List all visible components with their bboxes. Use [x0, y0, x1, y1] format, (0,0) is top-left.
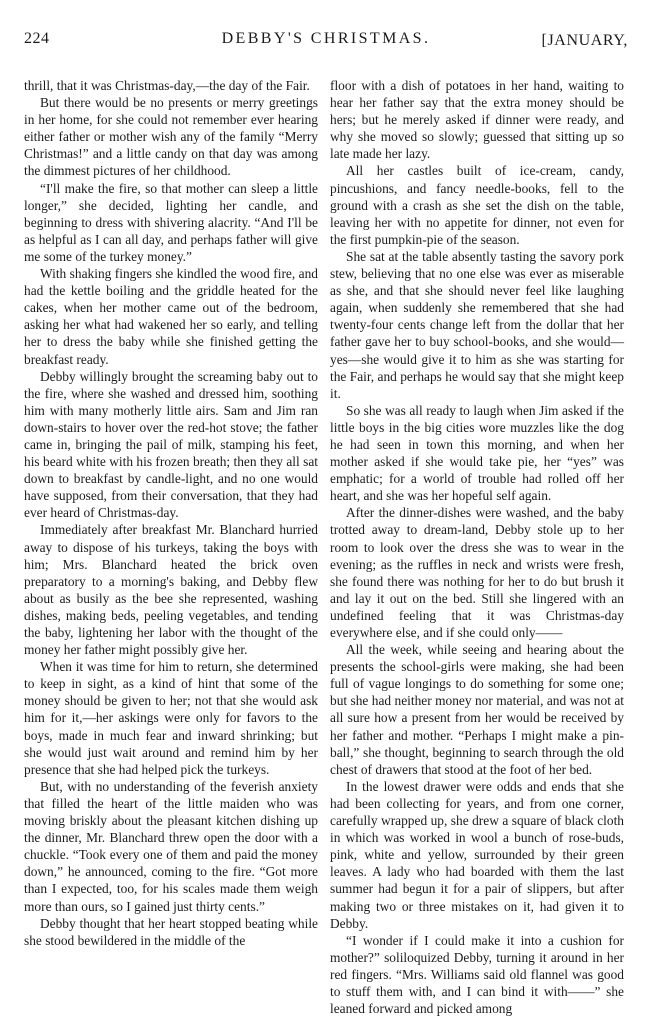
left-column [24, 77, 318, 949]
running-header [24, 30, 628, 52]
paragraph: thrill, that it was Christmas-day,—the day of the Fair. [24, 78, 310, 93]
paragraph: After the dinner-dishes were washed, and the baby trotted away to dream-land, Debby stole up to her room to look over the dress she was to wear in the evening; as the ruffles in neck and wrists were fresh, she found there was nothing for her to do but brush it and lay it out on the bed. Still she lingered with an undefined feeling that it was Christmas-day everywhere else, and if she could only—— [330, 505, 624, 640]
paragraph: But, with no understanding of the feverish anxiety that filled the heart of the little maiden who was moving briskly about the pleasant kitchen dishing up the dinner, Mr. Blanchard threw open the door with a chuckle. “Took every one of them and paid the money down,” he announced, coming to the fire. “Got more than I expected, too, for his scales made them weigh more than ours, so I gained just thirty cents.” [24, 778, 318, 914]
paragraph: Debby willingly brought the screaming baby out to the fire, where she washed and dressed him, soothing him with many motherly little airs. Sam and Jim ran down-stairs to hover over the red-hot stove; the father came in, bringing the pail of milk, stamping his feet, his beard white with his frozen breath; then they all sat down to breakfast by candle-light, and no one would have supposed, from their conversation, that they had ever heard of Christmas-day. [24, 368, 318, 521]
paragraph: All her castles built of ice-cream, candy, pincushions, and fancy needle-books, fell to the ground with a crash as she set the dish on the table, leaving her with no appetite for dinner, not even for the first pumpkin-pie of the season. [330, 163, 624, 247]
right-column [330, 77, 624, 1017]
paragraph: But there would be no presents or merry greetings in her home, for she could not remember ever hearing either father or mother wish any of the family “Merry Christmas!” and a little candy on that day was among the dimmest pictures of her childhood. [24, 95, 318, 179]
paragraph: In the lowest drawer were odds and ends that she had been collecting for years, and from one corner, carefully wrapped up, she drew a square of black cloth in which was worked in wool a bunch of rose-buds, pink, white and yellow, surrounded by their green leaves. A lady who had boarded with them the last summer had begun it for a pair of slippers, but after making two or three mistakes on it, had given it to Debby. [330, 778, 624, 931]
paragraph: So she was all ready to laugh when Jim asked if the little boys in the big cities wore muzzles like the dog he had seen in town this morning, and when her mother asked if she would take pie, her “yes” was emphatic; for a world of trouble had rolled off her heart, and she was her hopeful self again. [330, 402, 624, 504]
running-month: [JANUARY, [541, 32, 628, 49]
paragraph: “I'll make the fire, so that mother can sleep a little longer,” she decided, lighting her candle, and beginning to dress with shivering alacrity. “And I'll be as helpful as I can all day, and perhaps father will give me some of the turkey money.” [24, 180, 318, 264]
paragraph: Debby thought that her heart stopped beating while she stood bewildered in the middle of the [24, 915, 318, 948]
paragraph: She sat at the table absently tasting the savory pork stew, believing that no one else was ever as miserable as she, and that she should never feel like laughing again, when suddenly she remembered that she had twenty-four cents change left from the dollar that her father gave her to buy school-books, and she would—yes—she would give it to him as she was starting for the Fair, and perhaps he would say that she might keep it. [330, 248, 624, 401]
paragraph: When it was time for him to return, she determined to keep in sight, as a kind of hint that some of the money should be given to her; not that she would ask him for it,—her askings were only for favors to the boys, made in much fear and inward shrinking; but she would just wait around and remind him by her presence that she had helped pick the turkeys. [24, 659, 318, 777]
running-title: DEBBY'S CHRISTMAS. [221, 30, 431, 47]
page-number: 224 [24, 30, 50, 47]
paragraph: With shaking fingers she kindled the wood fire, and had the kettle boiling and the griddle heated for the cakes, when her mother came out of the bedroom, asking her what had wakened her so early, and telling her to dress the baby while she finished getting the breakfast ready. [24, 266, 318, 367]
paragraph: floor with a dish of potatoes in her hand, waiting to hear her father say that the extra money should be hers; but he merely asked if dinner were ready, and why she moved so slowly; guessed that sitting up so late made her lazy. [330, 78, 624, 162]
paragraph: All the week, while seeing and hearing about the presents the school-girls were making, she had been full of vague longings to do something for some one; but she had neither money nor material, and was not at all sure how a present from her would be received by her father and mother. “Perhaps I might make a pin-ball,” she thought, beginning to search through the old chest of drawers that stood at the foot of her bed. [330, 642, 624, 777]
paragraph: Immediately after breakfast Mr. Blanchard hurried away to dispose of his turkeys, taking the boys with him; Mrs. Blanchard heated the brick oven preparatory to a morning's baking, and Debby flew about as busily as the bee she represented, washing dishes, making beds, peeling vegetables, and tending the baby, lightening her labor with the thought of the money her father might possibly give her. [24, 522, 318, 658]
paragraph: “I wonder if I could make it into a cushion for mother?” soliloquized Debby, turning it around in her red fingers. “Mrs. Williams said old flannel was good to stuff them with, and I can bind it with——” she leaned forward and picked among [330, 932, 624, 1017]
